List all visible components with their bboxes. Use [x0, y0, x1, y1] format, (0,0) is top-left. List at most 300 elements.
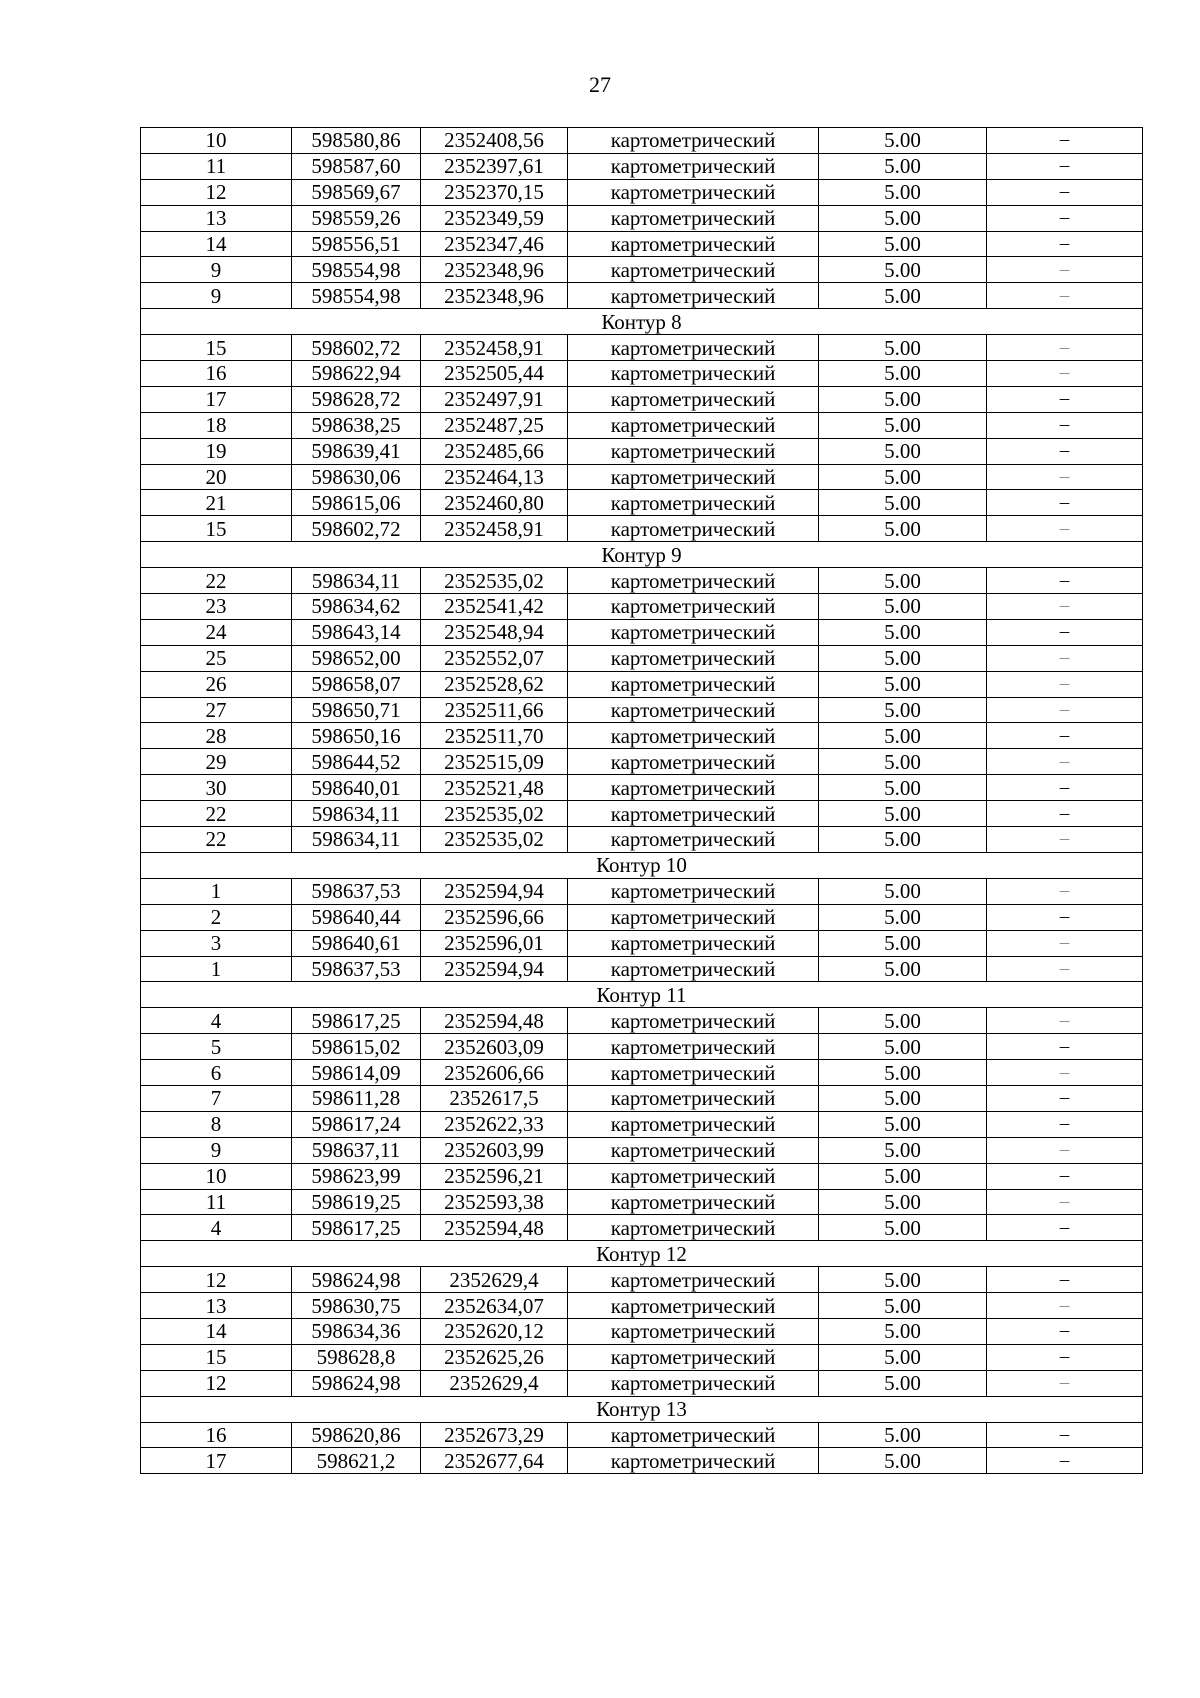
table-row	[141, 1060, 1143, 1086]
y-coordinate-cell: 2352617,5	[421, 1085, 568, 1111]
y-coordinate-cell: 2352594,48	[421, 1215, 568, 1241]
table-row	[141, 1370, 1143, 1396]
description-cell: –	[987, 257, 1143, 283]
x-coordinate-cell: 598639,41	[292, 438, 421, 464]
point-number-cell: 17	[141, 1448, 292, 1474]
description-cell: –	[987, 179, 1143, 205]
method-cell: картометрический	[568, 930, 819, 956]
x-coordinate-cell: 598617,25	[292, 1008, 421, 1034]
accuracy-cell: 5.00	[819, 827, 987, 853]
method-cell: картометрический	[568, 1163, 819, 1189]
x-coordinate-cell: 598623,99	[292, 1163, 421, 1189]
accuracy-cell: 5.00	[819, 775, 987, 801]
x-coordinate-cell: 598640,61	[292, 930, 421, 956]
method-cell: картометрический	[568, 878, 819, 904]
accuracy-cell: 5.00	[819, 1318, 987, 1344]
method-cell: картометрический	[568, 697, 819, 723]
method-cell: картометрический	[568, 490, 819, 516]
table-row	[141, 619, 1143, 645]
x-coordinate-cell: 598630,06	[292, 464, 421, 490]
method-cell: картометрический	[568, 1370, 819, 1396]
x-coordinate-cell: 598554,98	[292, 283, 421, 309]
contour-header-row	[141, 542, 1143, 568]
x-coordinate-cell: 598624,98	[292, 1267, 421, 1293]
x-coordinate-cell: 598658,07	[292, 671, 421, 697]
point-number-cell: 27	[141, 697, 292, 723]
x-coordinate-cell: 598634,11	[292, 568, 421, 594]
point-number-cell: 29	[141, 749, 292, 775]
y-coordinate-cell: 2352622,33	[421, 1111, 568, 1137]
description-cell: –	[987, 412, 1143, 438]
y-coordinate-cell: 2352458,91	[421, 516, 568, 542]
y-coordinate-cell: 2352511,70	[421, 723, 568, 749]
accuracy-cell: 5.00	[819, 1137, 987, 1163]
table-row	[141, 283, 1143, 309]
point-number-cell: 20	[141, 464, 292, 490]
table-row	[141, 257, 1143, 283]
point-number-cell: 1	[141, 878, 292, 904]
y-coordinate-cell: 2352464,13	[421, 464, 568, 490]
x-coordinate-cell: 598615,06	[292, 490, 421, 516]
accuracy-cell: 5.00	[819, 749, 987, 775]
point-number-cell: 9	[141, 257, 292, 283]
y-coordinate-cell: 2352348,96	[421, 283, 568, 309]
accuracy-cell: 5.00	[819, 956, 987, 982]
y-coordinate-cell: 2352603,99	[421, 1137, 568, 1163]
method-cell: картометрический	[568, 231, 819, 257]
description-cell: –	[987, 956, 1143, 982]
table-row	[141, 697, 1143, 723]
method-cell: картометрический	[568, 749, 819, 775]
description-cell: –	[987, 1318, 1143, 1344]
accuracy-cell: 5.00	[819, 412, 987, 438]
x-coordinate-cell: 598615,02	[292, 1034, 421, 1060]
accuracy-cell: 5.00	[819, 1163, 987, 1189]
point-number-cell: 17	[141, 386, 292, 412]
table-row	[141, 1318, 1143, 1344]
point-number-cell: 15	[141, 1344, 292, 1370]
y-coordinate-cell: 2352629,4	[421, 1267, 568, 1293]
method-cell: картометрический	[568, 904, 819, 930]
accuracy-cell: 5.00	[819, 1422, 987, 1448]
table-row	[141, 723, 1143, 749]
y-coordinate-cell: 2352497,91	[421, 386, 568, 412]
table-row	[141, 878, 1143, 904]
table-row	[141, 594, 1143, 620]
point-number-cell: 16	[141, 361, 292, 387]
accuracy-cell: 5.00	[819, 1060, 987, 1086]
x-coordinate-cell: 598628,72	[292, 386, 421, 412]
y-coordinate-cell: 2352596,66	[421, 904, 568, 930]
y-coordinate-cell: 2352673,29	[421, 1422, 568, 1448]
accuracy-cell: 5.00	[819, 594, 987, 620]
method-cell: картометрический	[568, 1215, 819, 1241]
description-cell: –	[987, 671, 1143, 697]
x-coordinate-cell: 598622,94	[292, 361, 421, 387]
y-coordinate-cell: 2352603,09	[421, 1034, 568, 1060]
description-cell: –	[987, 827, 1143, 853]
accuracy-cell: 5.00	[819, 516, 987, 542]
point-number-cell: 3	[141, 930, 292, 956]
description-cell: –	[987, 464, 1143, 490]
contour-label: Контур 10	[141, 852, 1143, 878]
description-cell: –	[987, 1111, 1143, 1137]
point-number-cell: 18	[141, 412, 292, 438]
description-cell: –	[987, 568, 1143, 594]
accuracy-cell: 5.00	[819, 1370, 987, 1396]
y-coordinate-cell: 2352348,96	[421, 257, 568, 283]
y-coordinate-cell: 2352629,4	[421, 1370, 568, 1396]
accuracy-cell: 5.00	[819, 645, 987, 671]
y-coordinate-cell: 2352485,66	[421, 438, 568, 464]
accuracy-cell: 5.00	[819, 1111, 987, 1137]
description-cell: –	[987, 283, 1143, 309]
method-cell: картометрический	[568, 1293, 819, 1319]
description-cell: –	[987, 1344, 1143, 1370]
table-row	[141, 386, 1143, 412]
method-cell: картометрический	[568, 645, 819, 671]
y-coordinate-cell: 2352552,07	[421, 645, 568, 671]
y-coordinate-cell: 2352606,66	[421, 1060, 568, 1086]
y-coordinate-cell: 2352515,09	[421, 749, 568, 775]
y-coordinate-cell: 2352397,61	[421, 153, 568, 179]
x-coordinate-cell: 598580,86	[292, 128, 421, 154]
table-row	[141, 335, 1143, 361]
point-number-cell: 14	[141, 1318, 292, 1344]
point-number-cell: 11	[141, 153, 292, 179]
table-row	[141, 516, 1143, 542]
x-coordinate-cell: 598602,72	[292, 516, 421, 542]
table-row	[141, 1163, 1143, 1189]
description-cell: –	[987, 361, 1143, 387]
accuracy-cell: 5.00	[819, 1085, 987, 1111]
table-row	[141, 361, 1143, 387]
method-cell: картометрический	[568, 568, 819, 594]
y-coordinate-cell: 2352594,94	[421, 956, 568, 982]
point-number-cell: 11	[141, 1189, 292, 1215]
x-coordinate-cell: 598611,28	[292, 1085, 421, 1111]
table-row	[141, 1344, 1143, 1370]
y-coordinate-cell: 2352347,46	[421, 231, 568, 257]
y-coordinate-cell: 2352521,48	[421, 775, 568, 801]
method-cell: картометрический	[568, 594, 819, 620]
description-cell: –	[987, 1422, 1143, 1448]
contour-header-row	[141, 982, 1143, 1008]
x-coordinate-cell: 598643,14	[292, 619, 421, 645]
accuracy-cell: 5.00	[819, 619, 987, 645]
y-coordinate-cell: 2352625,26	[421, 1344, 568, 1370]
method-cell: картометрический	[568, 335, 819, 361]
accuracy-cell: 5.00	[819, 1034, 987, 1060]
y-coordinate-cell: 2352596,01	[421, 930, 568, 956]
description-cell: –	[987, 1137, 1143, 1163]
table-row	[141, 438, 1143, 464]
y-coordinate-cell: 2352460,80	[421, 490, 568, 516]
method-cell: картометрический	[568, 205, 819, 231]
point-number-cell: 30	[141, 775, 292, 801]
method-cell: картометрический	[568, 827, 819, 853]
table-row	[141, 904, 1143, 930]
method-cell: картометрический	[568, 516, 819, 542]
method-cell: картометрический	[568, 801, 819, 827]
accuracy-cell: 5.00	[819, 179, 987, 205]
y-coordinate-cell: 2352541,42	[421, 594, 568, 620]
x-coordinate-cell: 598554,98	[292, 257, 421, 283]
description-cell: –	[987, 1215, 1143, 1241]
y-coordinate-cell: 2352548,94	[421, 619, 568, 645]
table-row	[141, 1085, 1143, 1111]
description-cell: –	[987, 386, 1143, 412]
table-row	[141, 231, 1143, 257]
x-coordinate-cell: 598587,60	[292, 153, 421, 179]
x-coordinate-cell: 598640,01	[292, 775, 421, 801]
table-row	[141, 412, 1143, 438]
description-cell: –	[987, 1293, 1143, 1319]
description-cell: –	[987, 1060, 1143, 1086]
description-cell: –	[987, 231, 1143, 257]
point-number-cell: 14	[141, 231, 292, 257]
description-cell: –	[987, 697, 1143, 723]
y-coordinate-cell: 2352677,64	[421, 1448, 568, 1474]
point-number-cell: 10	[141, 1163, 292, 1189]
x-coordinate-cell: 598614,09	[292, 1060, 421, 1086]
table-row	[141, 1189, 1143, 1215]
accuracy-cell: 5.00	[819, 205, 987, 231]
point-number-cell: 22	[141, 827, 292, 853]
contour-header-row	[141, 1396, 1143, 1422]
coordinates-table	[140, 127, 1143, 1474]
x-coordinate-cell: 598624,98	[292, 1370, 421, 1396]
point-number-cell: 22	[141, 568, 292, 594]
description-cell: –	[987, 801, 1143, 827]
accuracy-cell: 5.00	[819, 231, 987, 257]
method-cell: картометрический	[568, 956, 819, 982]
contour-label: Контур 13	[141, 1396, 1143, 1422]
accuracy-cell: 5.00	[819, 1189, 987, 1215]
method-cell: картометрический	[568, 775, 819, 801]
table-row	[141, 1267, 1143, 1293]
method-cell: картометрический	[568, 153, 819, 179]
x-coordinate-cell: 598620,86	[292, 1422, 421, 1448]
description-cell: –	[987, 205, 1143, 231]
description-cell: –	[987, 1034, 1143, 1060]
table-row	[141, 179, 1143, 205]
accuracy-cell: 5.00	[819, 1344, 987, 1370]
method-cell: картометрический	[568, 464, 819, 490]
method-cell: картометрический	[568, 1060, 819, 1086]
x-coordinate-cell: 598638,25	[292, 412, 421, 438]
point-number-cell: 23	[141, 594, 292, 620]
page-number: 27	[589, 72, 611, 97]
accuracy-cell: 5.00	[819, 1008, 987, 1034]
x-coordinate-cell: 598569,67	[292, 179, 421, 205]
point-number-cell: 4	[141, 1215, 292, 1241]
x-coordinate-cell: 598602,72	[292, 335, 421, 361]
accuracy-cell: 5.00	[819, 386, 987, 412]
description-cell: –	[987, 594, 1143, 620]
accuracy-cell: 5.00	[819, 904, 987, 930]
accuracy-cell: 5.00	[819, 878, 987, 904]
accuracy-cell: 5.00	[819, 283, 987, 309]
table-row	[141, 1111, 1143, 1137]
accuracy-cell: 5.00	[819, 1267, 987, 1293]
description-cell: –	[987, 1163, 1143, 1189]
accuracy-cell: 5.00	[819, 361, 987, 387]
accuracy-cell: 5.00	[819, 723, 987, 749]
table-row	[141, 1008, 1143, 1034]
contour-label: Контур 11	[141, 982, 1143, 1008]
description-cell: –	[987, 775, 1143, 801]
description-cell: –	[987, 438, 1143, 464]
method-cell: картометрический	[568, 1422, 819, 1448]
y-coordinate-cell: 2352511,66	[421, 697, 568, 723]
method-cell: картометрический	[568, 257, 819, 283]
point-number-cell: 9	[141, 283, 292, 309]
description-cell: –	[987, 516, 1143, 542]
y-coordinate-cell: 2352349,59	[421, 205, 568, 231]
description-cell: –	[987, 1008, 1143, 1034]
point-number-cell: 6	[141, 1060, 292, 1086]
table-row	[141, 1422, 1143, 1448]
point-number-cell: 2	[141, 904, 292, 930]
accuracy-cell: 5.00	[819, 801, 987, 827]
x-coordinate-cell: 598619,25	[292, 1189, 421, 1215]
table-row	[141, 801, 1143, 827]
point-number-cell: 24	[141, 619, 292, 645]
description-cell: –	[987, 490, 1143, 516]
accuracy-cell: 5.00	[819, 464, 987, 490]
table-row	[141, 568, 1143, 594]
y-coordinate-cell: 2352634,07	[421, 1293, 568, 1319]
description-cell: –	[987, 1189, 1143, 1215]
description-cell: –	[987, 645, 1143, 671]
method-cell: картометрический	[568, 1137, 819, 1163]
table-row	[141, 205, 1143, 231]
x-coordinate-cell: 598634,11	[292, 801, 421, 827]
x-coordinate-cell: 598634,36	[292, 1318, 421, 1344]
point-number-cell: 12	[141, 1370, 292, 1396]
accuracy-cell: 5.00	[819, 153, 987, 179]
method-cell: картометрический	[568, 1085, 819, 1111]
method-cell: картометрический	[568, 1008, 819, 1034]
y-coordinate-cell: 2352594,48	[421, 1008, 568, 1034]
table-row	[141, 645, 1143, 671]
contour-label: Контур 12	[141, 1241, 1143, 1267]
table-row	[141, 671, 1143, 697]
contour-header-row	[141, 1241, 1143, 1267]
point-number-cell: 28	[141, 723, 292, 749]
point-number-cell: 25	[141, 645, 292, 671]
y-coordinate-cell: 2352528,62	[421, 671, 568, 697]
y-coordinate-cell: 2352370,15	[421, 179, 568, 205]
method-cell: картометрический	[568, 179, 819, 205]
table-row	[141, 1034, 1143, 1060]
y-coordinate-cell: 2352620,12	[421, 1318, 568, 1344]
y-coordinate-cell: 2352505,44	[421, 361, 568, 387]
point-number-cell: 12	[141, 1267, 292, 1293]
y-coordinate-cell: 2352594,94	[421, 878, 568, 904]
point-number-cell: 7	[141, 1085, 292, 1111]
accuracy-cell: 5.00	[819, 1448, 987, 1474]
accuracy-cell: 5.00	[819, 671, 987, 697]
description-cell: –	[987, 153, 1143, 179]
accuracy-cell: 5.00	[819, 1293, 987, 1319]
table-row	[141, 775, 1143, 801]
description-cell: –	[987, 878, 1143, 904]
point-number-cell: 22	[141, 801, 292, 827]
method-cell: картометрический	[568, 361, 819, 387]
point-number-cell: 13	[141, 205, 292, 231]
table-row	[141, 490, 1143, 516]
x-coordinate-cell: 598559,26	[292, 205, 421, 231]
point-number-cell: 10	[141, 128, 292, 154]
x-coordinate-cell: 598628,8	[292, 1344, 421, 1370]
table-row	[141, 1448, 1143, 1474]
table-row	[141, 1215, 1143, 1241]
point-number-cell: 9	[141, 1137, 292, 1163]
method-cell: картометрический	[568, 128, 819, 154]
point-number-cell: 4	[141, 1008, 292, 1034]
method-cell: картометрический	[568, 1448, 819, 1474]
x-coordinate-cell: 598621,2	[292, 1448, 421, 1474]
description-cell: –	[987, 1370, 1143, 1396]
x-coordinate-cell: 598617,24	[292, 1111, 421, 1137]
x-coordinate-cell: 598634,11	[292, 827, 421, 853]
point-number-cell: 12	[141, 179, 292, 205]
method-cell: картометрический	[568, 671, 819, 697]
point-number-cell: 1	[141, 956, 292, 982]
description-cell: –	[987, 1085, 1143, 1111]
description-cell: –	[987, 335, 1143, 361]
y-coordinate-cell: 2352596,21	[421, 1163, 568, 1189]
method-cell: картометрический	[568, 723, 819, 749]
x-coordinate-cell: 598637,53	[292, 878, 421, 904]
point-number-cell: 13	[141, 1293, 292, 1319]
method-cell: картометрический	[568, 1189, 819, 1215]
description-cell: –	[987, 1267, 1143, 1293]
description-cell: –	[987, 904, 1143, 930]
point-number-cell: 21	[141, 490, 292, 516]
x-coordinate-cell: 598630,75	[292, 1293, 421, 1319]
table-row	[141, 1137, 1143, 1163]
method-cell: картометрический	[568, 283, 819, 309]
table-row	[141, 827, 1143, 853]
contour-label: Контур 9	[141, 542, 1143, 568]
method-cell: картометрический	[568, 386, 819, 412]
point-number-cell: 15	[141, 516, 292, 542]
contour-header-row	[141, 852, 1143, 878]
method-cell: картометрический	[568, 1267, 819, 1293]
x-coordinate-cell: 598652,00	[292, 645, 421, 671]
method-cell: картометрический	[568, 1111, 819, 1137]
table-row	[141, 749, 1143, 775]
y-coordinate-cell: 2352535,02	[421, 827, 568, 853]
point-number-cell: 8	[141, 1111, 292, 1137]
description-cell: –	[987, 128, 1143, 154]
x-coordinate-cell: 598634,62	[292, 594, 421, 620]
accuracy-cell: 5.00	[819, 697, 987, 723]
method-cell: картометрический	[568, 619, 819, 645]
point-number-cell: 26	[141, 671, 292, 697]
table-row	[141, 956, 1143, 982]
description-cell: –	[987, 723, 1143, 749]
point-number-cell: 5	[141, 1034, 292, 1060]
accuracy-cell: 5.00	[819, 490, 987, 516]
method-cell: картометрический	[568, 1344, 819, 1370]
table-row	[141, 128, 1143, 154]
x-coordinate-cell: 598644,52	[292, 749, 421, 775]
contour-header-row	[141, 309, 1143, 335]
